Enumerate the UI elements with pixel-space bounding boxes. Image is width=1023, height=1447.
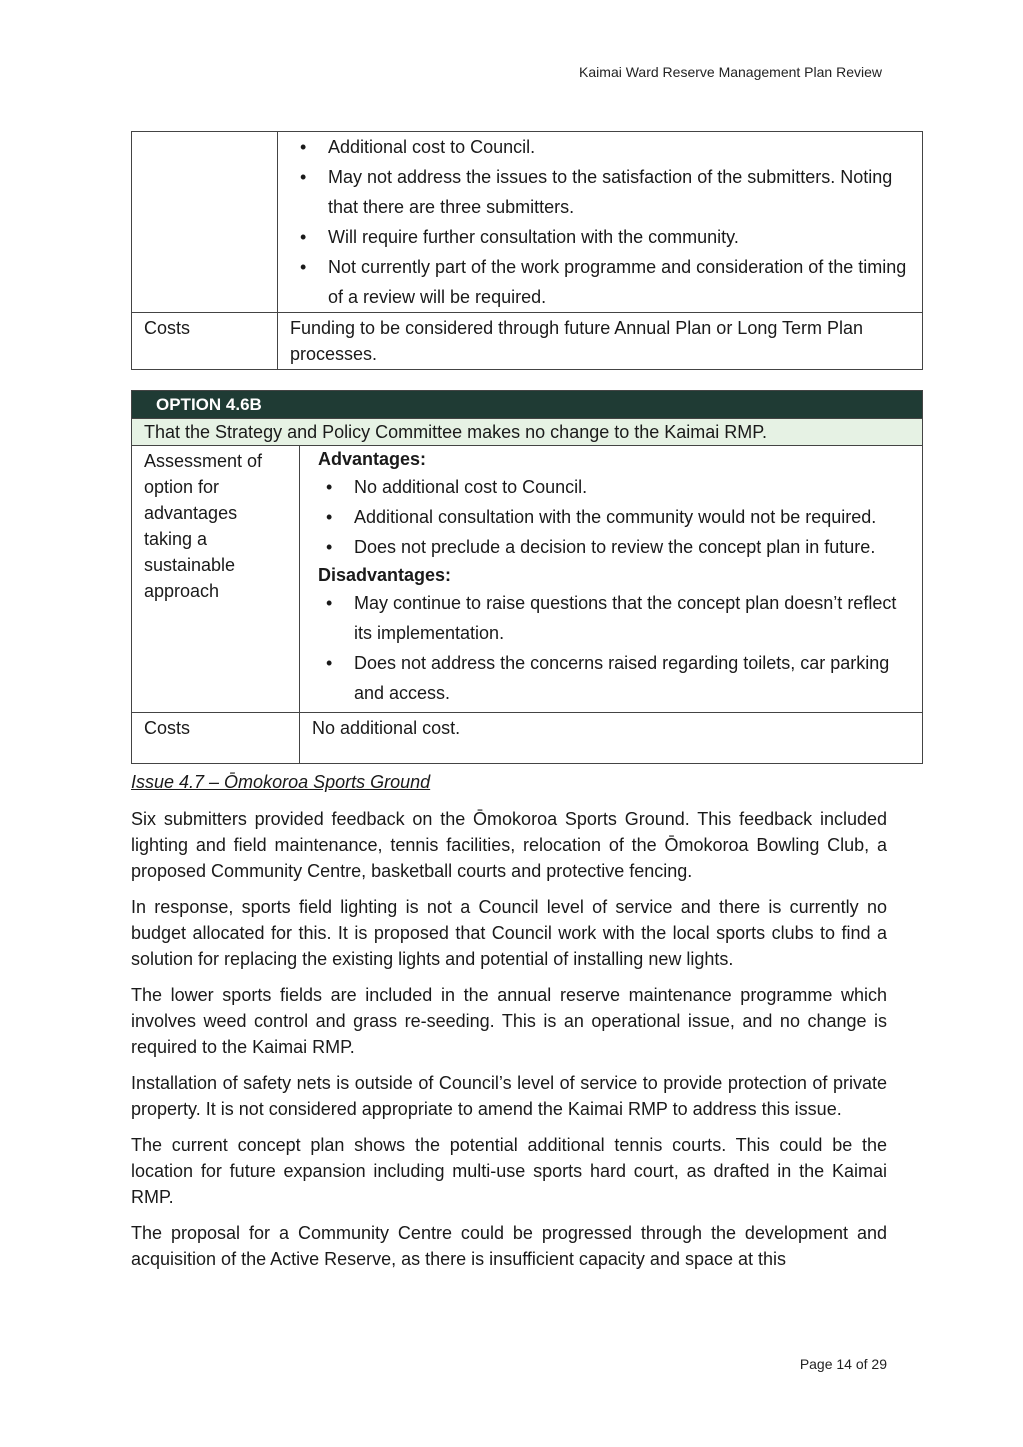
costs-label: Costs <box>132 313 278 370</box>
document-header: Kaimai Ward Reserve Management Plan Review <box>579 64 882 80</box>
paragraph: The current concept plan shows the potential additional tennis courts. This could be the location for future expansion including multi-use sports hard court, as drafted in the Kaimai RMP. <box>131 1135 887 1207</box>
option-description: That the Strategy and Policy Committee makes no change to the Kaimai RMP. <box>132 419 923 446</box>
assessment-cell <box>300 446 923 713</box>
list-item: • Does not address the concerns raised regarding toilets, car parking and access. <box>318 648 914 708</box>
page-number: Page 14 of 29 <box>799 1356 887 1372</box>
list-item: • Not currently part of the work programme and consideration of the timing of a review will be required. <box>278 252 914 312</box>
disadvantages-list <box>278 132 914 312</box>
costs-value: No additional cost. <box>300 713 923 764</box>
issue-body <box>131 806 887 1282</box>
disadvantages-cell <box>278 132 923 313</box>
list-item: • Will require further consultation with the community. <box>278 222 914 252</box>
assessment-label: Assessment of option for advantages taking a sustainable approach <box>132 446 300 713</box>
paragraph: In response, sports field lighting is not a Council level of service and there is currently no budget allocated for this. It is proposed that Council work with the local sports clubs to find a solution for replacing the existing lights and potential of installing new lights. <box>131 897 887 969</box>
paragraph: The proposal for a Community Centre could be progressed through the development and acquisition of the Active Reserve, as there is insufficient capacity and space at this <box>131 1223 887 1269</box>
list-item: • Additional consultation with the community would not be required. <box>318 502 914 532</box>
empty-label-cell <box>132 132 278 313</box>
list-item: • No additional cost to Council. <box>318 472 914 502</box>
costs-label: Costs <box>132 713 300 764</box>
option-4-6b-table <box>131 390 923 764</box>
list-item: • May not address the issues to the satisfaction of the submitters. Noting that there are three submitters. <box>278 162 914 222</box>
list-item: • Additional cost to Council. <box>278 132 914 162</box>
option-4-6a-continuation-table <box>131 131 923 370</box>
advantages-label: Advantages: <box>318 449 427 469</box>
list-item: • May continue to raise questions that the concept plan doesn’t reflect its implementation. <box>318 588 914 648</box>
paragraph: Installation of safety nets is outside of Council’s level of service to provide protection of private property. It is not considered appropriate to amend the Kaimai RMP to address this issue. <box>131 1073 887 1119</box>
paragraph: Six submitters provided feedback on the Ōmokoroa Sports Ground. This feedback included lighting and field maintenance, tennis facilities, relocation of the Ōmokoroa Bowling Club, a proposed Community Centre, basketball courts and protective fencing. <box>131 809 887 881</box>
advantages-list <box>318 472 914 562</box>
costs-value: Funding to be considered through future Annual Plan or Long Term Plan processes. <box>278 313 923 370</box>
option-title: OPTION 4.6B <box>132 391 923 419</box>
issue-heading: Issue 4.7 – Ōmokoroa Sports Ground <box>131 772 431 792</box>
disadvantages-list <box>318 588 914 708</box>
paragraph: The lower sports fields are included in the annual reserve maintenance programme which involves weed control and grass re-seeding. This is an operational issue, and no change is required to the Kaimai RMP. <box>131 985 887 1057</box>
list-item: • Does not preclude a decision to review the concept plan in future. <box>318 532 914 562</box>
disadvantages-label: Disadvantages: <box>318 565 452 585</box>
